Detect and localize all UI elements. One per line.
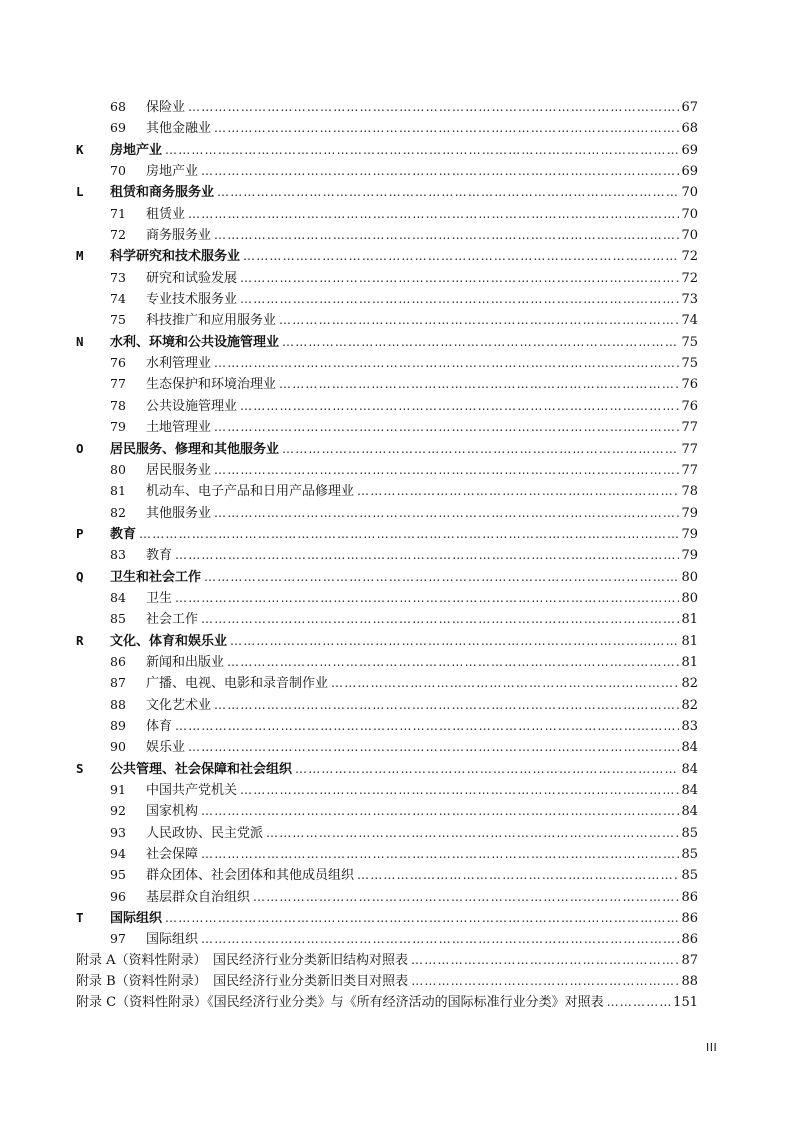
toc-entry-title: 保险业 bbox=[146, 100, 186, 115]
toc-page-number: 70 bbox=[681, 206, 698, 222]
toc-item-row[interactable] bbox=[76, 224, 698, 245]
toc-item-number: 89 bbox=[110, 717, 126, 733]
toc-dot-leader bbox=[266, 823, 679, 844]
toc-section-row[interactable] bbox=[76, 181, 698, 202]
toc-page-number: 74 bbox=[681, 313, 698, 329]
toc-entry-title: 文化艺术业 bbox=[146, 697, 212, 713]
table-of-contents bbox=[76, 96, 698, 1014]
toc-section-letter: Q bbox=[76, 568, 84, 584]
toc-page-number: 84 bbox=[681, 804, 698, 820]
toc-entry-title: 附录 B（资料性附录） 国民经济行业分类新旧类目对照表 bbox=[76, 974, 409, 990]
toc-section-letter: K bbox=[76, 141, 84, 157]
toc-dot-leader bbox=[201, 801, 679, 822]
toc-page-number: 86 bbox=[681, 911, 698, 927]
toc-section-row[interactable] bbox=[76, 566, 698, 587]
toc-entry-title: 国际组织 bbox=[146, 932, 199, 948]
toc-dot-leader bbox=[204, 567, 679, 588]
toc-item-number: 77 bbox=[110, 376, 126, 392]
page-number-folio: III bbox=[706, 1041, 718, 1054]
toc-page-number: 75 bbox=[681, 334, 698, 350]
toc-page-number: 84 bbox=[681, 761, 698, 777]
toc-entry-title: 房地产业 bbox=[110, 142, 163, 158]
toc-dot-leader bbox=[214, 417, 679, 438]
toc-page-number: 85 bbox=[681, 868, 698, 884]
toc-item-row[interactable] bbox=[76, 267, 698, 288]
toc-dot-leader bbox=[175, 716, 679, 737]
toc-page-number: 87 bbox=[681, 952, 698, 968]
toc-page-number: 77 bbox=[681, 441, 698, 457]
toc-item-row[interactable] bbox=[76, 395, 698, 416]
toc-section-letter: R bbox=[76, 632, 84, 648]
toc-page-number: 70 bbox=[681, 228, 698, 244]
toc-entry-title: 居民服务、修理和其他服务业 bbox=[110, 441, 280, 457]
toc-dot-leader bbox=[217, 182, 679, 203]
toc-section-row[interactable] bbox=[76, 630, 698, 651]
toc-dot-leader bbox=[214, 225, 679, 246]
toc-page-number: 151 bbox=[673, 995, 698, 1011]
toc-item-row[interactable] bbox=[76, 96, 698, 117]
toc-section-letter: M bbox=[76, 248, 84, 264]
toc-item-row[interactable] bbox=[76, 544, 698, 565]
toc-item-row[interactable] bbox=[76, 608, 698, 629]
toc-item-row[interactable] bbox=[76, 886, 698, 907]
toc-dot-leader bbox=[165, 908, 679, 929]
toc-item-number: 78 bbox=[110, 397, 126, 413]
toc-entry-title: 土地管理业 bbox=[146, 420, 212, 436]
toc-item-row[interactable] bbox=[76, 587, 698, 608]
toc-entry-title: 教育 bbox=[146, 548, 173, 564]
toc-item-number: 84 bbox=[110, 589, 126, 605]
toc-item-row[interactable] bbox=[76, 502, 698, 523]
toc-entry-title: 文化、体育和娱乐业 bbox=[110, 633, 228, 649]
toc-item-number: 83 bbox=[110, 547, 126, 563]
toc-item-number: 69 bbox=[110, 120, 126, 136]
toc-item-number: 74 bbox=[110, 291, 126, 307]
toc-dot-leader bbox=[282, 332, 679, 353]
toc-item-number: 71 bbox=[110, 205, 126, 221]
toc-page-number: 79 bbox=[681, 548, 698, 564]
toc-page-number: 86 bbox=[681, 889, 698, 905]
toc-item-row[interactable] bbox=[76, 480, 698, 501]
toc-entry-title: 租赁和商务服务业 bbox=[110, 185, 215, 201]
toc-section-row[interactable] bbox=[76, 245, 698, 266]
toc-section-row[interactable] bbox=[76, 438, 698, 459]
toc-dot-leader bbox=[331, 673, 679, 694]
toc-item-number: 73 bbox=[110, 269, 126, 285]
toc-item-number: 95 bbox=[110, 867, 126, 883]
toc-entry-title: 国家机构 bbox=[146, 804, 199, 820]
toc-entry-title: 科学研究和技术服务业 bbox=[110, 249, 241, 265]
toc-dot-leader bbox=[357, 481, 679, 502]
toc-dot-leader bbox=[295, 759, 679, 780]
toc-entry-title: 研究和试验发展 bbox=[146, 270, 238, 286]
toc-entry-title: 娱乐业 bbox=[146, 740, 186, 756]
toc-dot-leader bbox=[230, 631, 679, 652]
toc-dot-leader bbox=[227, 652, 679, 673]
toc-dot-leader bbox=[188, 737, 679, 758]
toc-page-number: 84 bbox=[681, 783, 698, 798]
toc-entry-title: 中国共产党机关 bbox=[146, 783, 238, 798]
toc-page-number: 70 bbox=[681, 185, 698, 201]
toc-section-letter: O bbox=[76, 440, 84, 456]
toc-section-letter: S bbox=[76, 760, 84, 776]
toc-entry-title: 基层群众自治组织 bbox=[146, 889, 251, 905]
toc-page-number: 79 bbox=[681, 526, 698, 542]
toc-entry-title: 专业技术服务业 bbox=[146, 292, 238, 308]
toc-entry-title: 社会工作 bbox=[146, 612, 199, 628]
toc-page-number: 69 bbox=[681, 142, 698, 158]
toc-item-row[interactable] bbox=[76, 715, 698, 736]
toc-page-number: 67 bbox=[681, 100, 698, 115]
toc-dot-leader bbox=[240, 289, 679, 310]
toc-item-number: 85 bbox=[110, 611, 126, 627]
toc-item-number: 91 bbox=[110, 782, 126, 797]
toc-entry-title: 新闻和出版业 bbox=[146, 654, 225, 670]
toc-entry-title: 群众团体、社会团体和其他成员组织 bbox=[146, 868, 355, 884]
toc-item-number: 68 bbox=[110, 99, 126, 114]
toc-item-row[interactable] bbox=[76, 672, 698, 693]
toc-dot-leader bbox=[253, 887, 679, 908]
toc-item-row[interactable] bbox=[76, 736, 698, 757]
toc-page-number: 81 bbox=[681, 633, 698, 649]
toc-item-row[interactable] bbox=[76, 203, 698, 224]
toc-item-row[interactable] bbox=[76, 928, 698, 949]
toc-dot-leader bbox=[214, 353, 679, 374]
toc-page-number: 80 bbox=[681, 590, 698, 606]
toc-dot-leader bbox=[201, 161, 679, 182]
toc-item-number: 76 bbox=[110, 355, 126, 371]
toc-section-row[interactable] bbox=[76, 331, 698, 352]
toc-page-number: 88 bbox=[681, 974, 698, 990]
toc-section-letter: N bbox=[76, 333, 84, 349]
toc-entry-title: 附录 A（资料性附录） 国民经济行业分类新旧结构对照表 bbox=[76, 952, 409, 968]
toc-entry-title: 水利管理业 bbox=[146, 356, 212, 372]
toc-item-row[interactable] bbox=[76, 694, 698, 715]
toc-entry-title: 房地产业 bbox=[146, 164, 199, 180]
toc-item-number: 92 bbox=[110, 803, 126, 819]
toc-item-row[interactable] bbox=[76, 416, 698, 437]
toc-item-number: 87 bbox=[110, 675, 126, 691]
toc-item-number: 75 bbox=[110, 312, 126, 328]
toc-entry-title: 卫生和社会工作 bbox=[110, 569, 202, 585]
toc-item-row[interactable] bbox=[76, 160, 698, 181]
toc-page-number: 72 bbox=[681, 270, 698, 286]
toc-page-number: 68 bbox=[681, 121, 698, 137]
toc-dot-leader bbox=[214, 503, 679, 524]
toc-dot-leader bbox=[411, 971, 679, 992]
toc-item-number: 94 bbox=[110, 846, 126, 862]
toc-page-number: 76 bbox=[681, 377, 698, 393]
toc-item-row[interactable] bbox=[76, 651, 698, 672]
toc-page-number: 77 bbox=[681, 462, 698, 478]
toc-entry-title: 附录 C（资料性附录）《国民经济行业分类》与《所有经济活动的国际标准行业分类》对照表 bbox=[76, 995, 604, 1011]
toc-page-number: 80 bbox=[681, 569, 698, 585]
toc-entry-title: 国际组织 bbox=[110, 911, 163, 927]
toc-entry-title: 水利、环境和公共设施管理业 bbox=[110, 334, 280, 350]
toc-item-number: 90 bbox=[110, 739, 126, 755]
toc-item-number: 79 bbox=[110, 419, 126, 435]
toc-dot-leader bbox=[357, 865, 679, 886]
toc-item-number: 96 bbox=[110, 888, 126, 904]
toc-entry-title: 其他金融业 bbox=[146, 121, 212, 137]
toc-page-number: 78 bbox=[681, 484, 698, 500]
toc-section-row[interactable] bbox=[76, 907, 698, 928]
toc-appendix-row[interactable] bbox=[76, 992, 698, 1013]
toc-entry-title: 教育 bbox=[110, 526, 137, 542]
toc-page-number: 69 bbox=[681, 164, 698, 180]
toc-item-row[interactable] bbox=[76, 822, 698, 843]
toc-page-number: 73 bbox=[681, 292, 698, 308]
toc-page-number: 79 bbox=[681, 505, 698, 521]
toc-item-number: 88 bbox=[110, 696, 126, 712]
toc-dot-leader bbox=[201, 844, 679, 865]
toc-entry-title: 体育 bbox=[146, 718, 173, 734]
toc-section-row[interactable] bbox=[76, 523, 698, 544]
toc-entry-title: 生态保护和环境治理业 bbox=[146, 377, 277, 393]
toc-page-number: 83 bbox=[681, 718, 698, 734]
toc-page-number: 82 bbox=[681, 676, 698, 692]
toc-dot-leader bbox=[214, 695, 679, 716]
toc-item-number: 97 bbox=[110, 931, 126, 947]
toc-appendix-row[interactable] bbox=[76, 971, 698, 992]
toc-dot-leader bbox=[188, 204, 679, 225]
toc-section-row[interactable] bbox=[76, 139, 698, 160]
toc-entry-title: 人民政协、民主党派 bbox=[146, 825, 264, 841]
toc-item-row[interactable] bbox=[76, 288, 698, 309]
toc-dot-leader bbox=[188, 97, 679, 118]
toc-dot-leader bbox=[243, 246, 679, 267]
toc-entry-title: 租赁业 bbox=[146, 206, 186, 222]
toc-page-number: 81 bbox=[681, 654, 698, 670]
toc-item-row[interactable] bbox=[76, 352, 698, 373]
toc-page-number: 84 bbox=[681, 740, 698, 756]
toc-dot-leader bbox=[214, 118, 679, 139]
toc-dot-leader bbox=[175, 588, 679, 609]
toc-dot-leader bbox=[165, 140, 679, 161]
toc-dot-leader bbox=[201, 609, 679, 630]
toc-section-row[interactable] bbox=[76, 758, 698, 779]
toc-item-number: 80 bbox=[110, 461, 126, 477]
toc-dot-leader bbox=[411, 950, 679, 971]
toc-dot-leader bbox=[139, 524, 679, 545]
toc-page-number: 76 bbox=[681, 398, 698, 414]
toc-dot-leader bbox=[607, 992, 672, 1013]
toc-section-letter: P bbox=[76, 525, 84, 541]
toc-item-number: 72 bbox=[110, 227, 126, 243]
toc-entry-title: 机动车、电子产品和日用产品修理业 bbox=[146, 484, 355, 500]
toc-entry-title: 商务服务业 bbox=[146, 228, 212, 244]
toc-item-number: 81 bbox=[110, 483, 126, 499]
toc-item-row[interactable] bbox=[76, 309, 698, 330]
toc-item-number: 82 bbox=[110, 504, 126, 520]
toc-entry-title: 科技推广和应用服务业 bbox=[146, 313, 277, 329]
toc-section-letter: T bbox=[76, 910, 84, 926]
toc-item-row[interactable] bbox=[76, 779, 698, 800]
toc-entry-title: 广播、电视、电影和录音制作业 bbox=[146, 676, 329, 692]
toc-dot-leader bbox=[214, 460, 679, 481]
toc-dot-leader bbox=[240, 396, 679, 417]
toc-page-number: 77 bbox=[681, 420, 698, 436]
toc-item-number: 86 bbox=[110, 653, 126, 669]
toc-entry-title: 公共设施管理业 bbox=[146, 398, 238, 414]
toc-item-row[interactable] bbox=[76, 843, 698, 864]
toc-dot-leader bbox=[279, 374, 679, 395]
toc-appendix-row[interactable] bbox=[76, 950, 698, 971]
toc-item-row[interactable] bbox=[76, 459, 698, 480]
toc-item-row[interactable] bbox=[76, 373, 698, 394]
toc-section-letter: L bbox=[76, 184, 84, 200]
toc-dot-leader bbox=[201, 929, 679, 950]
toc-page-number: 72 bbox=[681, 249, 698, 265]
toc-page-number: 82 bbox=[681, 697, 698, 713]
toc-page-number: 81 bbox=[681, 612, 698, 628]
toc-dot-leader bbox=[282, 439, 679, 460]
toc-item-row[interactable] bbox=[76, 800, 698, 821]
toc-dot-leader bbox=[279, 310, 679, 331]
toc-dot-leader bbox=[175, 545, 679, 566]
toc-item-row[interactable] bbox=[76, 117, 698, 138]
toc-page-number: 85 bbox=[681, 825, 698, 841]
toc-item-row[interactable] bbox=[76, 864, 698, 885]
toc-entry-title: 公共管理、社会保障和社会组织 bbox=[110, 761, 293, 777]
toc-entry-title: 社会保障 bbox=[146, 847, 199, 863]
toc-entry-title: 居民服务业 bbox=[146, 462, 212, 478]
toc-dot-leader bbox=[240, 780, 679, 801]
toc-item-number: 70 bbox=[110, 163, 126, 179]
toc-dot-leader bbox=[240, 268, 679, 289]
toc-entry-title: 卫生 bbox=[146, 590, 173, 606]
toc-page-number: 85 bbox=[681, 847, 698, 863]
toc-item-number: 93 bbox=[110, 824, 126, 840]
toc-page-number: 86 bbox=[681, 932, 698, 948]
toc-entry-title: 其他服务业 bbox=[146, 505, 212, 521]
toc-page-number: 75 bbox=[681, 356, 698, 372]
